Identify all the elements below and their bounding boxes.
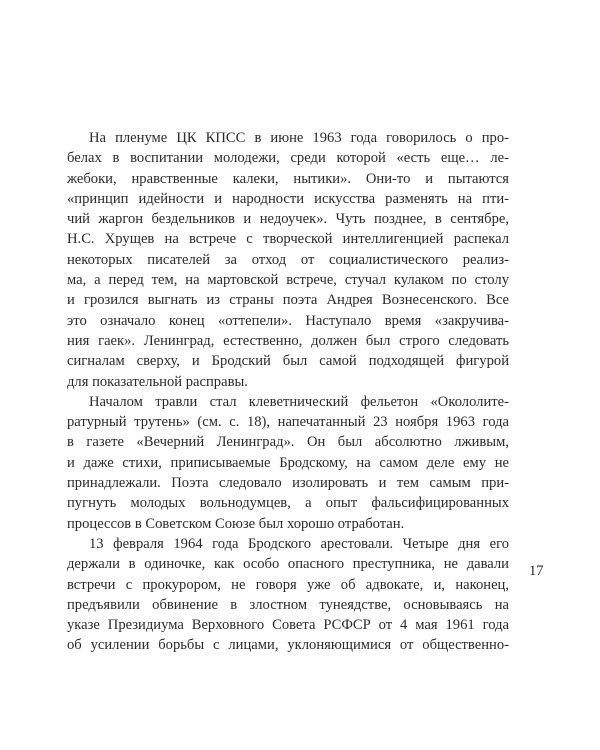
text-line: «принцип идейности и народности искусства разменять на пти- bbox=[67, 190, 509, 207]
text-line: 13 февраля 1964 года Бродского арестовали. Четыре дня его bbox=[89, 535, 509, 552]
text-line: и грозился выгнать из страны поэта Андрея Вознесенского. Все bbox=[67, 292, 509, 309]
text-line: ратурный трутень» (см. с. 18), напечатанный 23 ноября 1963 года bbox=[67, 414, 509, 431]
text-line: некоторых писателей за отход от социалистического реализ- bbox=[67, 251, 509, 268]
text-line: пугнуть молодых вольнодумцев, а опыт фальсифицированных bbox=[67, 495, 509, 512]
text-line: встречи с прокурором, не говоря уже об адвокате, и, наконец, bbox=[67, 576, 509, 593]
text-line: ма, а перед тем, на мартовской встрече, стучал кулаком по столу bbox=[67, 272, 509, 289]
text-line: в газете «Вечерний Ленинград». Он был абсолютно лживым, bbox=[67, 434, 509, 451]
text-line: Н.С. Хрущев на встрече с творческой интеллигенцией распекал bbox=[67, 231, 509, 248]
text-line: На пленуме ЦК КПСС в июне 1963 года говорилось о про- bbox=[89, 130, 509, 146]
text-line: для показательной расправы. bbox=[67, 373, 248, 390]
text-line: принадлежали. Поэта следовало изолировать и тем самым при- bbox=[67, 475, 509, 492]
text-line: об усилении борьбы с лицами, уклоняющимися от общественно- bbox=[67, 637, 509, 654]
text-line: предъявили обвинение в злостном тунеядстве, основываясь на bbox=[67, 596, 509, 613]
text-line: держали в одиночке, как особо опасного преступника, не давали bbox=[67, 556, 509, 573]
text-line: это означало конец «оттепели». Наступало время «закручива- bbox=[67, 312, 509, 329]
text-line: указе Президиума Верховного Совета РСФСР от 4 мая 1961 года bbox=[67, 617, 509, 634]
text-line: процессов в Советском Союзе был хорошо отработан. bbox=[67, 515, 405, 532]
text-line: чий жаргон бездельников и недоучек». Чуть позднее, в сентябре, bbox=[67, 211, 509, 228]
text-line: белах в воспитании молодежи, среди которой «есть еще… ле- bbox=[67, 150, 509, 167]
text-line: жебоки, нравственные калеки, нытики». Они-то и пытаются bbox=[67, 170, 509, 187]
text-line: сигналам сверху, и Бродский был самой подходящей фигурой bbox=[67, 353, 509, 370]
page-number: 17 bbox=[529, 563, 544, 579]
text-line: ния гаек». Ленинград, естественно, должен был строго следовать bbox=[67, 332, 509, 349]
text-line: и даже стихи, приписываемые Бродскому, на самом деле ему не bbox=[67, 454, 509, 471]
text-line: Началом травли стал клеветнический фельетон «Окололите- bbox=[89, 393, 509, 410]
body-text bbox=[67, 128, 509, 656]
